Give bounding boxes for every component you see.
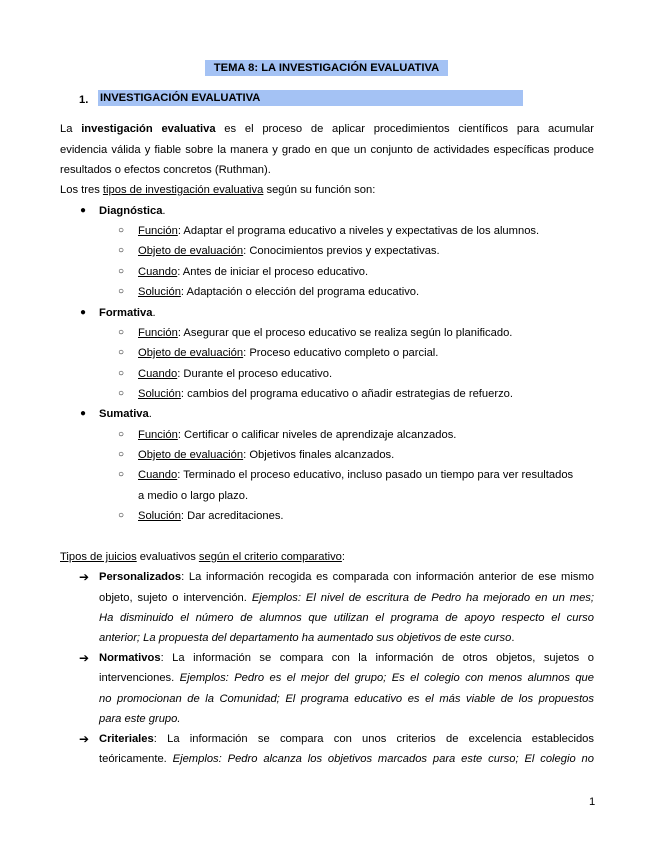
circle-bullet-icon: ○ <box>118 286 125 297</box>
judgment-normativos-line-4: para este grupo. <box>99 713 181 725</box>
judgment-personalizados-line-1 <box>99 569 594 585</box>
item-label: Cuando <box>138 469 178 481</box>
type-item <box>138 243 440 259</box>
type-diagnostica <box>99 203 166 219</box>
item-label: Cuando <box>138 266 178 278</box>
judgment-personalizados-line-4 <box>99 630 514 646</box>
type-item <box>138 467 573 483</box>
type-item <box>138 284 419 300</box>
item-text: : Asegurar que el proceso educativo se realiza según lo planificado. <box>177 327 513 339</box>
item-label: Solución <box>138 510 181 522</box>
circle-bullet-icon: ○ <box>118 388 125 399</box>
heading-part: : <box>341 551 346 563</box>
item-text: : Certificar o calificar niveles de aprendizaje alcanzados. <box>177 429 457 441</box>
circle-bullet-icon: ○ <box>118 429 125 440</box>
bullet-icon: ● <box>80 408 87 419</box>
type-formativa <box>99 305 156 321</box>
type-item <box>138 366 332 382</box>
arrow-icon: ➔ <box>79 570 90 584</box>
circle-bullet-icon: ○ <box>118 469 125 480</box>
intro-text: según su función son: <box>263 184 376 196</box>
judgment-example: Ejemplos: Pedro alcanza los objetivos marcados para este curso; El colegio no <box>172 753 594 765</box>
bullet-icon: ● <box>80 205 87 216</box>
intro-term: investigación evaluativa <box>81 123 216 135</box>
intro-text: Los tres <box>60 184 103 196</box>
item-text: : Dar acreditaciones. <box>180 510 284 522</box>
circle-bullet-icon: ○ <box>118 266 125 277</box>
item-text: a medio o largo plazo. <box>138 490 249 502</box>
item-label: Objeto de evaluación <box>138 245 244 257</box>
circle-bullet-icon: ○ <box>118 245 125 256</box>
type-item <box>138 345 438 361</box>
type-item <box>138 427 456 443</box>
type-name: Sumativa <box>99 408 149 420</box>
item-text: : cambios del programa educativo o añadir estrategias de refuerzo. <box>180 388 514 400</box>
judgment-name: Criteriales <box>99 733 154 745</box>
heading-part: según el criterio comparativo <box>198 551 342 563</box>
type-sumativa <box>99 406 152 422</box>
circle-bullet-icon: ○ <box>118 510 125 521</box>
heading-part: Tipos de juicios <box>60 551 137 563</box>
item-label: Solución <box>138 388 181 400</box>
type-item-continuation <box>138 488 248 504</box>
judgment-example: Ejemplos: El nivel de escritura de Pedro ha mejorado en un mes; <box>251 592 595 604</box>
item-label: Objeto de evaluación <box>138 449 244 461</box>
section-heading: INVESTIGACIÓN EVALUATIVA <box>98 90 523 106</box>
item-label: Función <box>138 327 178 339</box>
item-text: : Terminado el proceso educativo, incluso pasado un tiempo para ver resultados <box>177 469 574 481</box>
arrow-icon: ➔ <box>79 651 90 665</box>
judgment-name: Normativos <box>99 652 161 664</box>
judgment-personalizados-line-3: Ha disminuido el número de alumnos que utilizan el programa de apoyo respecto el curso <box>99 612 594 624</box>
judgment-normativos-line-2 <box>99 670 594 686</box>
page-title: TEMA 8: LA INVESTIGACIÓN EVALUATIVA <box>205 60 448 76</box>
intro-text: La <box>60 123 82 135</box>
judgment-text: . <box>511 632 515 644</box>
intro-line-4 <box>60 182 375 198</box>
circle-bullet-icon: ○ <box>118 368 125 379</box>
page-number: 1 <box>589 796 596 808</box>
judgment-text: teóricamente. <box>99 753 173 765</box>
type-name: Diagnóstica <box>99 205 163 217</box>
type-item <box>138 264 368 280</box>
intro-line-1 <box>60 121 594 137</box>
item-text: : Conocimientos previos y expectativas. <box>243 245 440 257</box>
heading-part: evaluativos <box>136 551 199 563</box>
type-dot: . <box>162 205 166 217</box>
judgment-text: intervenciones. <box>99 672 180 684</box>
judgment-text: : La información se compara con unos criterios de excelencia establecidos <box>153 733 594 745</box>
judgment-name: Personalizados <box>99 571 182 583</box>
circle-bullet-icon: ○ <box>118 225 125 236</box>
arrow-icon: ➔ <box>79 732 90 746</box>
type-item <box>138 325 512 341</box>
item-label: Objeto de evaluación <box>138 347 244 359</box>
bullet-icon: ● <box>80 307 87 318</box>
type-dot: . <box>148 408 152 420</box>
intro-line-3: resultados o efectos concretos (Ruthman). <box>60 164 271 176</box>
judgment-normativos-line-1 <box>99 650 594 666</box>
section-number: 1. <box>79 94 89 106</box>
judgment-example: anterior; La propuesta del departamento ha aumentado sus objetivos de este curso <box>99 632 512 644</box>
intro-line-2: evidencia válida y fiable sobre la manera y grado en que un conjunto de actividades específicas produce <box>60 144 594 156</box>
type-item <box>138 508 284 524</box>
circle-bullet-icon: ○ <box>118 449 125 460</box>
judgments-heading <box>60 549 345 565</box>
intro-text: es el proceso de aplicar procedimientos científicos para acumular <box>215 123 594 135</box>
judgment-criteriales-line-1 <box>99 731 594 747</box>
type-item <box>138 386 513 402</box>
item-label: Solución <box>138 286 181 298</box>
item-text: : Objetivos finales alcanzados. <box>243 449 395 461</box>
item-text: : Proceso educativo completo o parcial. <box>243 347 439 359</box>
type-item <box>138 447 394 463</box>
judgment-text: : La información recogida es comparada con información anterior de ese mismo <box>181 571 594 583</box>
type-dot: . <box>152 307 156 319</box>
judgment-normativos-line-3: no promocionan de la Comunidad; El programa educativo es el más viable de los propuestos <box>99 693 594 705</box>
judgment-text: objeto, sujeto o intervención. <box>99 592 252 604</box>
circle-bullet-icon: ○ <box>118 347 125 358</box>
type-item <box>138 223 539 239</box>
judgment-example: Ejemplos: Pedro es el mejor del grupo; Es el colegio con menos alumnos que <box>179 672 594 684</box>
judgment-personalizados-line-2 <box>99 590 594 606</box>
type-name: Formativa <box>99 307 153 319</box>
item-text: : Adaptar el programa educativo a niveles y expectativas de los alumnos. <box>177 225 540 237</box>
intro-link-text: tipos de investigación evaluativa <box>102 184 264 196</box>
item-text: : Antes de iniciar el proceso educativo. <box>177 266 369 278</box>
item-label: Función <box>138 429 178 441</box>
judgment-criteriales-line-2 <box>99 751 594 767</box>
circle-bullet-icon: ○ <box>118 327 125 338</box>
item-label: Cuando <box>138 368 178 380</box>
judgment-text: : La información se compara con la información de otros objetos, sujetos o <box>160 652 594 664</box>
item-label: Función <box>138 225 178 237</box>
item-text: : Durante el proceso educativo. <box>177 368 333 380</box>
item-text: : Adaptación o elección del programa educativo. <box>180 286 420 298</box>
